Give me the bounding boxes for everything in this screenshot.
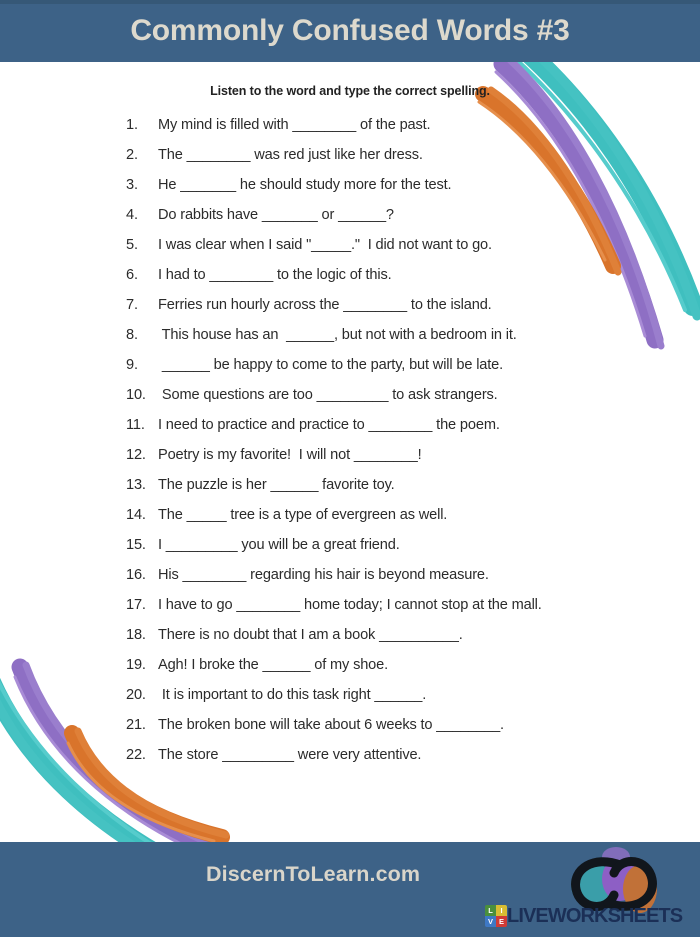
question-row	[0, 207, 700, 237]
question-text: There is no doubt that I am a book __________.	[158, 627, 463, 643]
question-row	[0, 627, 700, 657]
question-text: I have to go ________ home today; I cannot stop at the mall.	[158, 597, 542, 613]
live-badge-letter-i: I	[496, 905, 507, 916]
question-row	[0, 447, 700, 477]
question-row	[0, 237, 700, 267]
question-number: 11.	[126, 417, 145, 433]
question-row	[0, 597, 700, 627]
question-number: 10.	[126, 387, 146, 403]
question-text: Agh! I broke the ______ of my shoe.	[158, 657, 389, 673]
question-number: 2.	[126, 147, 138, 163]
question-number: 13.	[126, 477, 146, 493]
question-number: 5.	[126, 237, 138, 253]
question-row	[0, 657, 700, 687]
question-text: His ________ regarding his hair is beyond measure.	[158, 567, 489, 583]
question-text: This house has an ______, but not with a bedroom in it.	[158, 327, 517, 343]
question-number: 4.	[126, 207, 138, 223]
question-row	[0, 297, 700, 327]
question-row	[0, 267, 700, 297]
question-row	[0, 477, 700, 507]
question-text: I was clear when I said "_____." I did not want to go.	[158, 237, 492, 253]
liveworksheets-wordmark: LIVEWORKSHEETS	[507, 905, 683, 927]
question-list	[0, 117, 700, 777]
question-text: My mind is filled with ________ of the past.	[158, 117, 431, 133]
footer-brand-text: DiscernToLearn.com	[206, 862, 421, 886]
question-row	[0, 387, 700, 417]
question-number: 15.	[126, 537, 146, 553]
question-row	[0, 717, 700, 747]
live-badge-icon	[485, 905, 507, 927]
question-number: 9.	[126, 357, 138, 373]
question-number: 21.	[126, 717, 146, 733]
question-text: It is important to do this task right ______.	[158, 687, 427, 703]
question-text: Do rabbits have _______ or ______?	[158, 207, 394, 223]
question-text: The ________ was red just like her dress.	[158, 147, 423, 163]
question-row	[0, 687, 700, 717]
question-text: The puzzle is her ______ favorite toy.	[158, 477, 395, 493]
question-row	[0, 747, 700, 777]
question-number: 7.	[126, 297, 138, 313]
question-text: Poetry is my favorite! I will not ________!	[158, 447, 422, 463]
question-number: 3.	[126, 177, 138, 193]
instruction-text: Listen to the word and type the correct spelling.	[210, 84, 490, 98]
question-number: 1.	[126, 117, 138, 133]
question-row	[0, 117, 700, 147]
question-number: 20.	[126, 687, 146, 703]
question-row	[0, 567, 700, 597]
question-row	[0, 417, 700, 447]
question-number: 16.	[126, 567, 146, 583]
question-row	[0, 177, 700, 207]
question-row	[0, 357, 700, 387]
question-number: 18.	[126, 627, 146, 643]
question-number: 6.	[126, 267, 138, 283]
question-text: Some questions are too _________ to ask strangers.	[158, 387, 498, 403]
live-badge-letter-e: E	[496, 916, 507, 927]
liveworksheets-watermark	[480, 845, 700, 937]
question-row	[0, 327, 700, 357]
question-number: 8.	[126, 327, 138, 343]
question-number: 12.	[126, 447, 146, 463]
question-text: The _____ tree is a type of evergreen as well.	[158, 507, 448, 523]
question-row	[0, 507, 700, 537]
question-row	[0, 537, 700, 567]
question-text: The broken bone will take about 6 weeks to ________.	[158, 717, 504, 733]
question-number: 14.	[126, 507, 146, 523]
question-text: I had to ________ to the logic of this.	[158, 267, 392, 283]
live-badge-letter-v: V	[485, 916, 496, 927]
question-text: The store _________ were very attentive.	[158, 747, 422, 763]
question-number: 22.	[126, 747, 146, 763]
question-row	[0, 147, 700, 177]
page-title: Commonly Confused Words #3	[130, 14, 570, 47]
question-number: 17.	[126, 597, 146, 613]
question-text: I _________ you will be a great friend.	[158, 537, 400, 553]
question-number: 19.	[126, 657, 146, 673]
live-badge-letter-l: L	[485, 905, 496, 916]
question-text: ______ be happy to come to the party, but will be late.	[158, 357, 504, 373]
question-text: He _______ he should study more for the test.	[158, 177, 452, 193]
question-text: I need to practice and practice to ________ the poem.	[158, 417, 500, 433]
question-text: Ferries run hourly across the ________ to the island.	[158, 297, 492, 313]
